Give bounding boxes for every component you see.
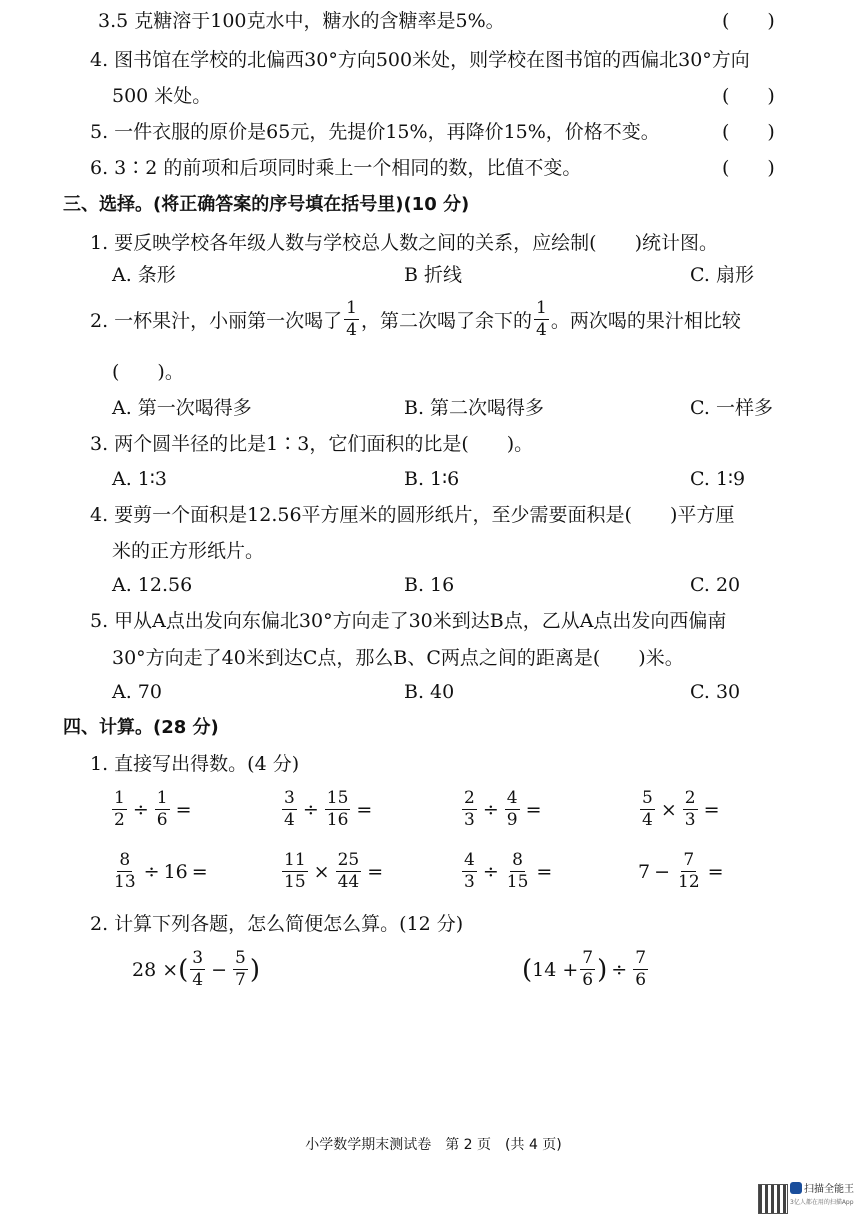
choice-q2-option-c[interactable]: C. 一样多: [690, 397, 773, 419]
section-4-title: 四、计算。(28 分): [63, 717, 219, 738]
fraction: $\frac{1}{4}$: [536, 298, 547, 340]
calc-part2-title: 2. 计算下列各题，怎么简便怎么算。(12 分): [90, 913, 464, 935]
judge-item-5: 5. 一件衣服的原价是65元，先提价15%，再降价15%，价格不变。: [90, 121, 660, 143]
choice-q2-answer[interactable]: ( )。: [112, 361, 184, 383]
judge-item-4-line2: 500 米处。: [112, 85, 212, 107]
choice-q1-option-a[interactable]: A. 条形: [112, 264, 176, 286]
calc-problem-2: ( 14 + $\frac{7}{6}$ ) ÷ $\frac{7}{6}$: [522, 948, 647, 990]
watermark-slogan: 3亿人都在用的扫描App: [790, 1199, 854, 1206]
choice-q4-option-b[interactable]: B. 16: [404, 574, 455, 596]
expr-8: 7 − $\frac{7}{12}$ =: [638, 850, 724, 892]
judge-answer-4[interactable]: ( ): [722, 85, 775, 107]
judge-answer-5[interactable]: ( ): [722, 121, 775, 143]
fraction: $\frac{1}{4}$: [346, 298, 357, 340]
qr-code-icon: [758, 1184, 788, 1214]
choice-q5-stem: 5. 甲从A点出发向东偏北30°方向走了30米到达B点，乙从A点出发向西偏南: [90, 610, 727, 632]
choice-q4-stem: 4. 要剪一个面积是12.56平方厘米的圆形纸片，至少需要面积是( )平方厘: [90, 504, 735, 526]
expr-3: $\frac{2}{3}$ ÷ $\frac{4}{9}$ =: [464, 788, 542, 830]
expr-2: $\frac{3}{4}$ ÷ $\frac{15}{16}$ =: [284, 788, 373, 830]
app-badge-icon: [790, 1182, 802, 1194]
choice-q3-option-a[interactable]: A. 1∶3: [112, 468, 167, 490]
page-footer: 小学数学期末测试卷 第 2 页 (共 4 页): [305, 1137, 562, 1153]
judge-answer-3[interactable]: ( ): [722, 10, 775, 32]
choice-q3-stem: 3. 两个圆半径的比是1∶3，它们面积的比是( )。: [90, 433, 534, 455]
choice-q1-stem: 1. 要反映学校各年级人数与学校总人数之间的关系，应绘制( )统计图。: [90, 232, 718, 254]
expr-5: $\frac{8}{13}$ ÷ 16 =: [114, 850, 208, 892]
expr-6: $\frac{11}{15}$ × $\frac{25}{44}$ =: [284, 850, 384, 892]
choice-q1-option-c[interactable]: C. 扇形: [690, 264, 754, 286]
choice-q3-option-c[interactable]: C. 1∶9: [690, 468, 746, 490]
section-3-title: 三、选择。(将正确答案的序号填在括号里)(10 分): [63, 194, 470, 215]
choice-q2-stem: 2. 一杯果汁，小丽第一次喝了 $\frac{1}{4}$ ，第二次喝了余下的 $\frac{1}{4}$ 。两次喝的果汁相比较: [90, 298, 741, 340]
calc-part1-title: 1. 直接写出得数。(4 分): [90, 753, 300, 775]
choice-q5-line2: 30°方向走了40米到达C点，那么B、C两点之间的距离是( )米。: [112, 647, 684, 669]
choice-q4-option-c[interactable]: C. 20: [690, 574, 741, 596]
judge-item-4: 4. 图书馆在学校的北偏西30°方向500米处，则学校在图书馆的西偏北30°方向: [90, 49, 750, 71]
choice-q2-option-a[interactable]: A. 第一次喝得多: [112, 397, 252, 419]
calc-problem-1: 28 × ( $\frac{3}{4}$ − $\frac{5}{7}$ ): [132, 948, 261, 990]
expr-7: $\frac{4}{3}$ ÷ $\frac{8}{15}$ =: [464, 850, 553, 892]
choice-q4-option-a[interactable]: A. 12.56: [112, 574, 193, 596]
scanner-watermark: [758, 1180, 862, 1222]
expr-4: $\frac{5}{4}$ × $\frac{2}{3}$ =: [642, 788, 720, 830]
watermark-brand: 扫描全能王: [804, 1184, 854, 1195]
judge-item-3: 3.5 克糖溶于100克水中，糖水的含糖率是5%。: [98, 10, 505, 32]
choice-q1-option-b[interactable]: B 折线: [404, 264, 463, 286]
judge-answer-6[interactable]: ( ): [722, 157, 775, 179]
choice-q2-option-b[interactable]: B. 第二次喝得多: [404, 397, 545, 419]
choice-q4-line2: 米的正方形纸片。: [112, 540, 265, 562]
choice-q5-option-b[interactable]: B. 40: [404, 681, 455, 703]
expr-1: $\frac{1}{2}$ ÷ $\frac{1}{6}$ =: [114, 788, 192, 830]
judge-item-6: 6. 3∶2 的前项和后项同时乘上一个相同的数，比值不变。: [90, 157, 582, 179]
choice-q3-option-b[interactable]: B. 1∶6: [404, 468, 460, 490]
choice-q5-option-c[interactable]: C. 30: [690, 681, 741, 703]
choice-q5-option-a[interactable]: A. 70: [112, 681, 162, 703]
